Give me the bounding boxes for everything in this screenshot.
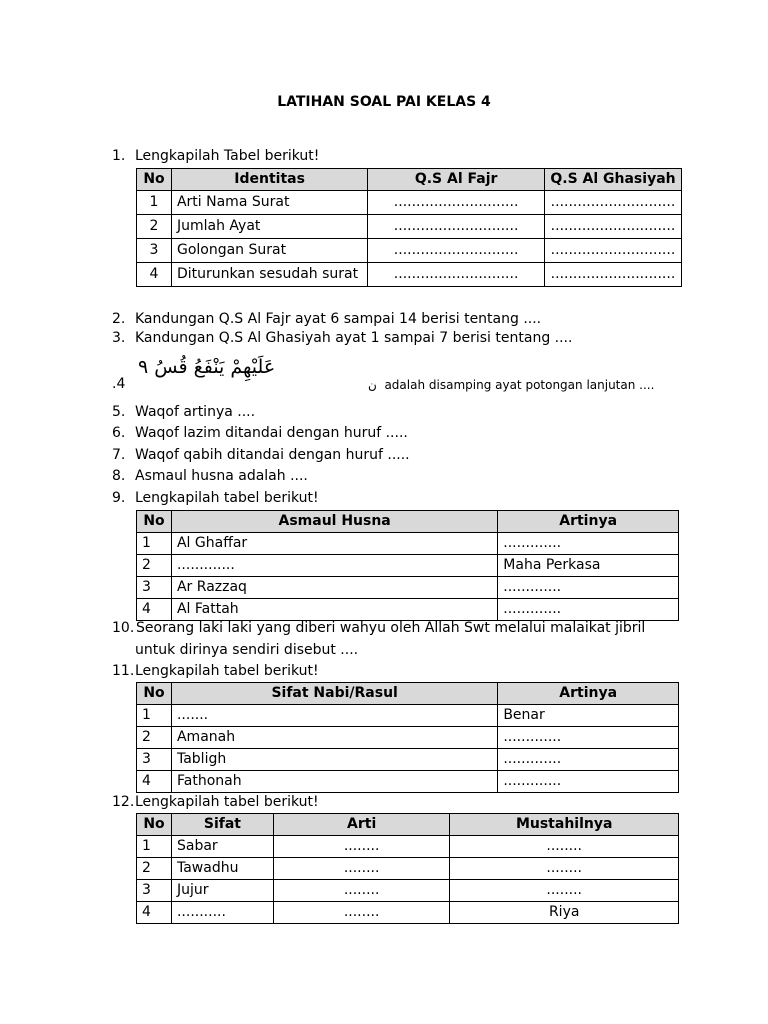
table-row (137, 215, 682, 239)
cell: 1 (137, 533, 172, 555)
question-1 (112, 146, 319, 166)
table-row (137, 836, 679, 858)
col-header: Artinya (498, 511, 679, 533)
question-number: 7. (112, 447, 126, 463)
question-4 (112, 352, 672, 402)
cell: 3 (137, 239, 172, 263)
table-row (137, 727, 679, 749)
cell: Jujur (171, 880, 273, 902)
question-number: 5. (112, 404, 126, 420)
cell: ............................ (368, 191, 545, 215)
table-header-row (137, 814, 679, 836)
cell: ............. (498, 599, 679, 621)
cell: Al Fattah (171, 599, 497, 621)
col-header: Sifat Nabi/Rasul (171, 683, 497, 705)
cell: 3 (137, 880, 172, 902)
question-7 (112, 445, 410, 465)
col-header: Asmaul Husna (171, 511, 497, 533)
cell: Benar (498, 705, 679, 727)
question-number: 12. (112, 794, 135, 810)
question-text: Asmaul husna adalah .... (135, 468, 308, 484)
col-header: Sifat (171, 814, 273, 836)
cell: 1 (137, 191, 172, 215)
question-3 (112, 328, 572, 348)
col-header: No (137, 511, 172, 533)
question-text: Lengkapilah tabel berikut! (135, 490, 319, 506)
table-row (137, 263, 682, 287)
cell: ............................ (544, 263, 681, 287)
question-number: 10. (112, 620, 135, 636)
cell: Arti Nama Surat (171, 191, 367, 215)
cell: 1 (137, 705, 172, 727)
table-row (137, 858, 679, 880)
question-text: Waqof artinya .... (135, 404, 256, 420)
cell: ............. (498, 577, 679, 599)
col-header: Artinya (498, 683, 679, 705)
question-number: 9. (112, 490, 126, 506)
cell: ............................ (544, 215, 681, 239)
table-row (137, 191, 682, 215)
col-header: No (137, 169, 172, 191)
cell: Maha Perkasa (498, 555, 679, 577)
table-row (137, 771, 679, 793)
cell: Fathonah (171, 771, 497, 793)
cell: ........ (273, 880, 450, 902)
table-row (137, 533, 679, 555)
question-text: Lengkapilah tabel berikut! (135, 663, 319, 679)
cell: 4 (137, 599, 172, 621)
cell: Diturunkan sesudah surat (171, 263, 367, 287)
arabic-verse-fragment: عَلَيْهِمْ يَنْفَعُ قُسُ ٩ (138, 356, 276, 378)
question-text: Waqof lazim ditandai dengan huruf ..... (135, 425, 408, 441)
table-header-row (137, 169, 682, 191)
question-5 (112, 402, 255, 422)
cell: ............. (498, 727, 679, 749)
question-text: Seorang laki laki yang diberi wahyu oleh Allah Swt melalui malaikat jibril (136, 620, 646, 636)
identity-table (136, 168, 682, 287)
table-row (137, 239, 682, 263)
col-header: Identitas (171, 169, 367, 191)
question-number: 3. (112, 330, 126, 346)
cell: 2 (137, 727, 172, 749)
cell: ........... (171, 902, 273, 924)
cell: 1 (137, 836, 172, 858)
table-row (137, 902, 679, 924)
question-number: 11. (112, 663, 135, 679)
cell: Amanah (171, 727, 497, 749)
cell: 2 (137, 858, 172, 880)
question-12 (112, 792, 319, 812)
cell: 2 (137, 555, 172, 577)
cell: ............. (498, 771, 679, 793)
question-10 (112, 618, 645, 660)
question-number: 8. (112, 468, 126, 484)
cell: Sabar (171, 836, 273, 858)
col-header: Arti (273, 814, 450, 836)
table-header-row (137, 683, 679, 705)
sifat-nabi-table (136, 682, 679, 793)
question-text: Kandungan Q.S Al Ghasiyah ayat 1 sampai 7 berisi tentang .... (135, 330, 573, 346)
cell: Jumlah Ayat (171, 215, 367, 239)
cell: 4 (137, 263, 172, 287)
cell: ............. (498, 749, 679, 771)
question-text: Lengkapilah tabel berikut! (135, 794, 319, 810)
cell: Golongan Surat (171, 239, 367, 263)
table-row (137, 705, 679, 727)
table-row (137, 577, 679, 599)
question-number: 6. (112, 425, 126, 441)
cell: ........ (450, 880, 679, 902)
col-header: Q.S Al Fajr (368, 169, 545, 191)
question-11 (112, 661, 319, 681)
table-header-row (137, 511, 679, 533)
cell: ............................ (368, 263, 545, 287)
cell: ........ (450, 836, 679, 858)
cell: Al Ghaffar (171, 533, 497, 555)
cell: 3 (137, 577, 172, 599)
col-header: No (137, 814, 172, 836)
question-text: Waqof qabih ditandai dengan huruf ..... (135, 447, 410, 463)
page-title: LATIHAN SOAL PAI KELAS 4 (277, 94, 491, 110)
question-number: 2. (112, 311, 126, 327)
table-row (137, 749, 679, 771)
question-text: Kandungan Q.S Al Fajr ayat 6 sampai 14 berisi tentang .... (135, 311, 542, 327)
cell: ........ (450, 858, 679, 880)
cell: 2 (137, 215, 172, 239)
cell: Riya (450, 902, 679, 924)
cell: Tawadhu (171, 858, 273, 880)
question-6 (112, 423, 408, 443)
question-number: 1. (112, 148, 126, 164)
table-row (137, 880, 679, 902)
col-header: Mustahilnya (450, 814, 679, 836)
cell: ........ (273, 836, 450, 858)
cell: ........ (273, 858, 450, 880)
cell: ............. (498, 533, 679, 555)
question-2 (112, 309, 541, 329)
question-number: .4 (112, 376, 126, 392)
question-text (368, 378, 654, 392)
asmaul-husna-table (136, 510, 679, 621)
cell: ....... (171, 705, 497, 727)
question-text-continued: untuk dirinya sendiri disebut .... (135, 642, 359, 658)
cell: Ar Razzaq (171, 577, 497, 599)
cell: Tabligh (171, 749, 497, 771)
cell: ............................ (544, 239, 681, 263)
arabic-mark: ن (368, 378, 377, 392)
cell: 4 (137, 771, 172, 793)
question-text: Lengkapilah Tabel berikut! (135, 148, 320, 164)
col-header: Q.S Al Ghasiyah (544, 169, 681, 191)
question-8 (112, 466, 308, 486)
question-9 (112, 488, 319, 508)
table-row (137, 555, 679, 577)
cell: 4 (137, 902, 172, 924)
cell: ............................ (368, 239, 545, 263)
col-header: No (137, 683, 172, 705)
cell: ............. (171, 555, 497, 577)
cell: 3 (137, 749, 172, 771)
cell: ............................ (544, 191, 681, 215)
question-tail-text: adalah disamping ayat potongan lanjutan .... (384, 378, 655, 392)
cell: ........ (273, 902, 450, 924)
sifat-table (136, 813, 679, 924)
cell: ............................ (368, 215, 545, 239)
